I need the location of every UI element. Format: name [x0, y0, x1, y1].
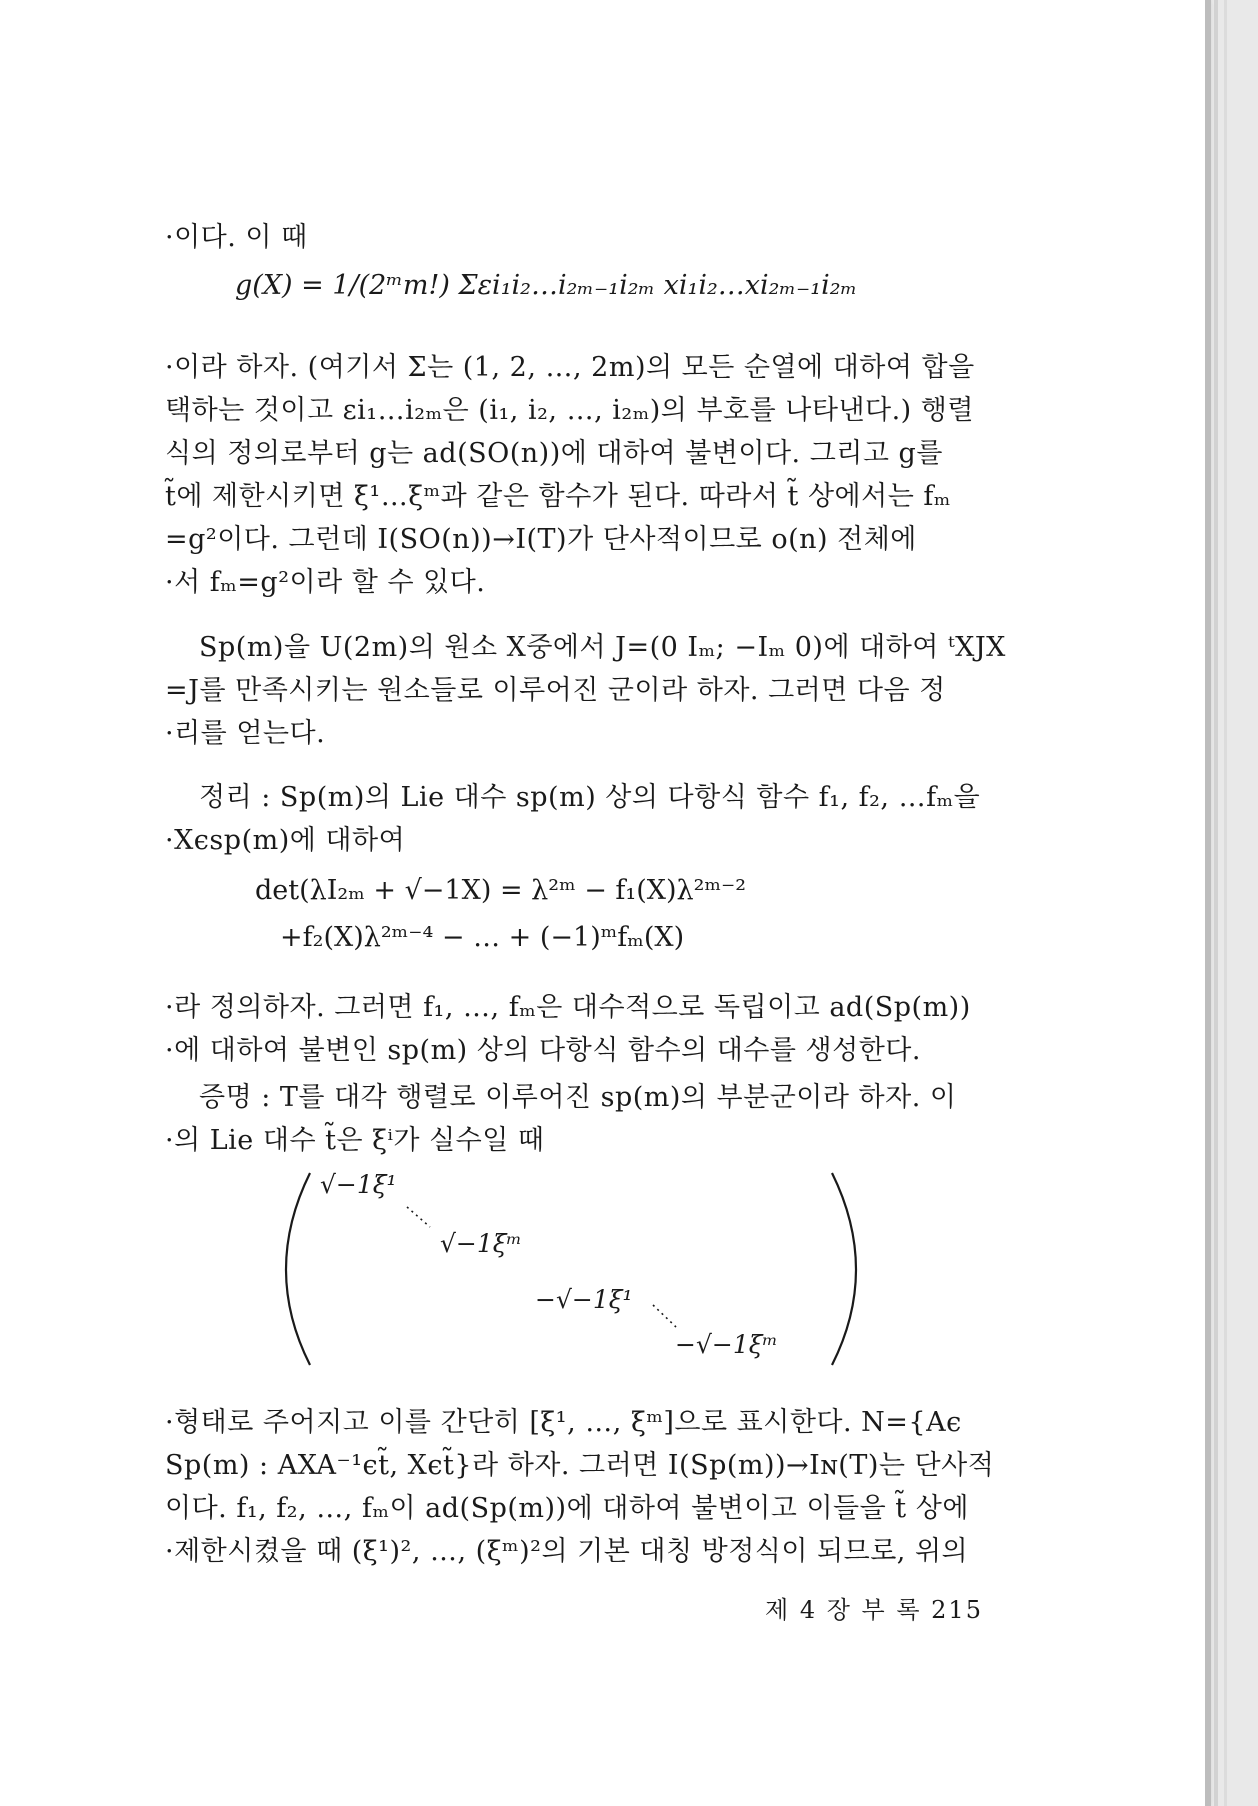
theorem-line: 정리 : Sp(m)의 Lie 대수 sp(m) 상의 다항식 함수 f₁, f₂, …fₘ을 — [199, 782, 981, 813]
text-line: ·리를 얻는다. — [165, 718, 326, 749]
text-line: ·형태로 주어지고 이를 간단히 [ξ¹, …, ξᵐ]으로 표시한다. N={Aϵ — [165, 1407, 962, 1438]
matrix-entry: −√−1ξ¹ — [535, 1285, 633, 1314]
text-line: ·제한시켰을 때 (ξ¹)², …, (ξᵐ)²의 기본 대칭 방정식이 되므로, 위의 — [165, 1536, 969, 1567]
text-line: ·라 정의하자. 그러면 f₁, …, fₘ은 대수적으로 독립이고 ad(Sp(m)) — [165, 992, 971, 1023]
text-line: =J를 만족시키는 원소들로 이루어진 군이라 하자. 그러면 다음 정 — [165, 675, 946, 706]
proof-line: 증명 : T를 대각 행렬로 이루어진 sp(m)의 부분군이라 하자. 이 — [199, 1082, 957, 1113]
text-line: ·이라 하자. (여기서 Σ는 (1, 2, …, 2m)의 모든 순열에 대하여 합을 — [165, 352, 975, 383]
equation-det-line1: det(λI₂ₘ + √−1X) = λ²ᵐ − f₁(X)λ²ᵐ⁻² — [255, 875, 747, 906]
text-line: =g²이다. 그런데 I(SO(n))→I(T)가 단사적이므로 o(n) 전체에 — [165, 524, 917, 555]
text-line: Sp(m)을 U(2m)의 원소 X중에서 J=(0 Iₘ; −Iₘ 0)에 대하여 ᵗXJX — [199, 632, 1006, 663]
page-edge — [1205, 0, 1211, 1806]
equation-g-definition: g(X) = 1/(2ᵐm!) Σεi₁i₂…i₂ₘ₋₁i₂ₘ xi₁i₂…xi₂ₘ₋₁i₂ₘ — [235, 270, 858, 301]
matrix-entry: √−1ξᵐ — [440, 1229, 522, 1258]
text-line: ·에 대하여 불변인 sp(m) 상의 다항식 함수의 대수를 생성한다. — [165, 1035, 921, 1066]
text-line: ·의 Lie 대수 t̃은 ξⁱ가 실수일 때 — [165, 1125, 545, 1156]
text-line: ·Xϵsp(m)에 대하여 — [165, 825, 406, 856]
text-line: 택하는 것이고 εi₁…i₂ₘ은 (i₁, i₂, …, i₂ₘ)의 부호를 나타낸다.) 행렬 — [165, 395, 974, 426]
text-line: Sp(m) : AXA⁻¹ϵt̃, Xϵt̃}라 하자. 그러면 I(Sp(m))→Iɴ(T)는 단사적 — [165, 1450, 995, 1481]
page-footer: 제 4 장 부 록 215 — [765, 1596, 983, 1624]
text-line: ·서 fₘ=g²이라 할 수 있다. — [165, 567, 486, 598]
equation-det-line2: +f₂(X)λ²ᵐ⁻⁴ − … + (−1)ᵐfₘ(X) — [280, 922, 685, 953]
diagonal-matrix — [280, 1165, 860, 1375]
text-line: 식의 정의로부터 g는 ad(SO(n))에 대하여 불변이다. 그리고 g를 — [165, 438, 943, 469]
page-edge — [1224, 0, 1227, 1806]
text-line: t̃에 제한시키면 ξ¹…ξᵐ과 같은 함수가 된다. 따라서 t̃ 상에서는 fₘ — [165, 481, 951, 512]
page-edge — [1214, 0, 1218, 1806]
matrix-entry: √−1ξ¹ — [320, 1170, 397, 1199]
matrix-entry: −√−1ξᵐ — [675, 1330, 778, 1359]
text-line: 이다. f₁, f₂, …, fₘ이 ad(Sp(m))에 대하여 불변이고 이들을 t̃ 상에 — [165, 1493, 969, 1524]
text-line: ·이다. 이 때 — [165, 222, 308, 253]
